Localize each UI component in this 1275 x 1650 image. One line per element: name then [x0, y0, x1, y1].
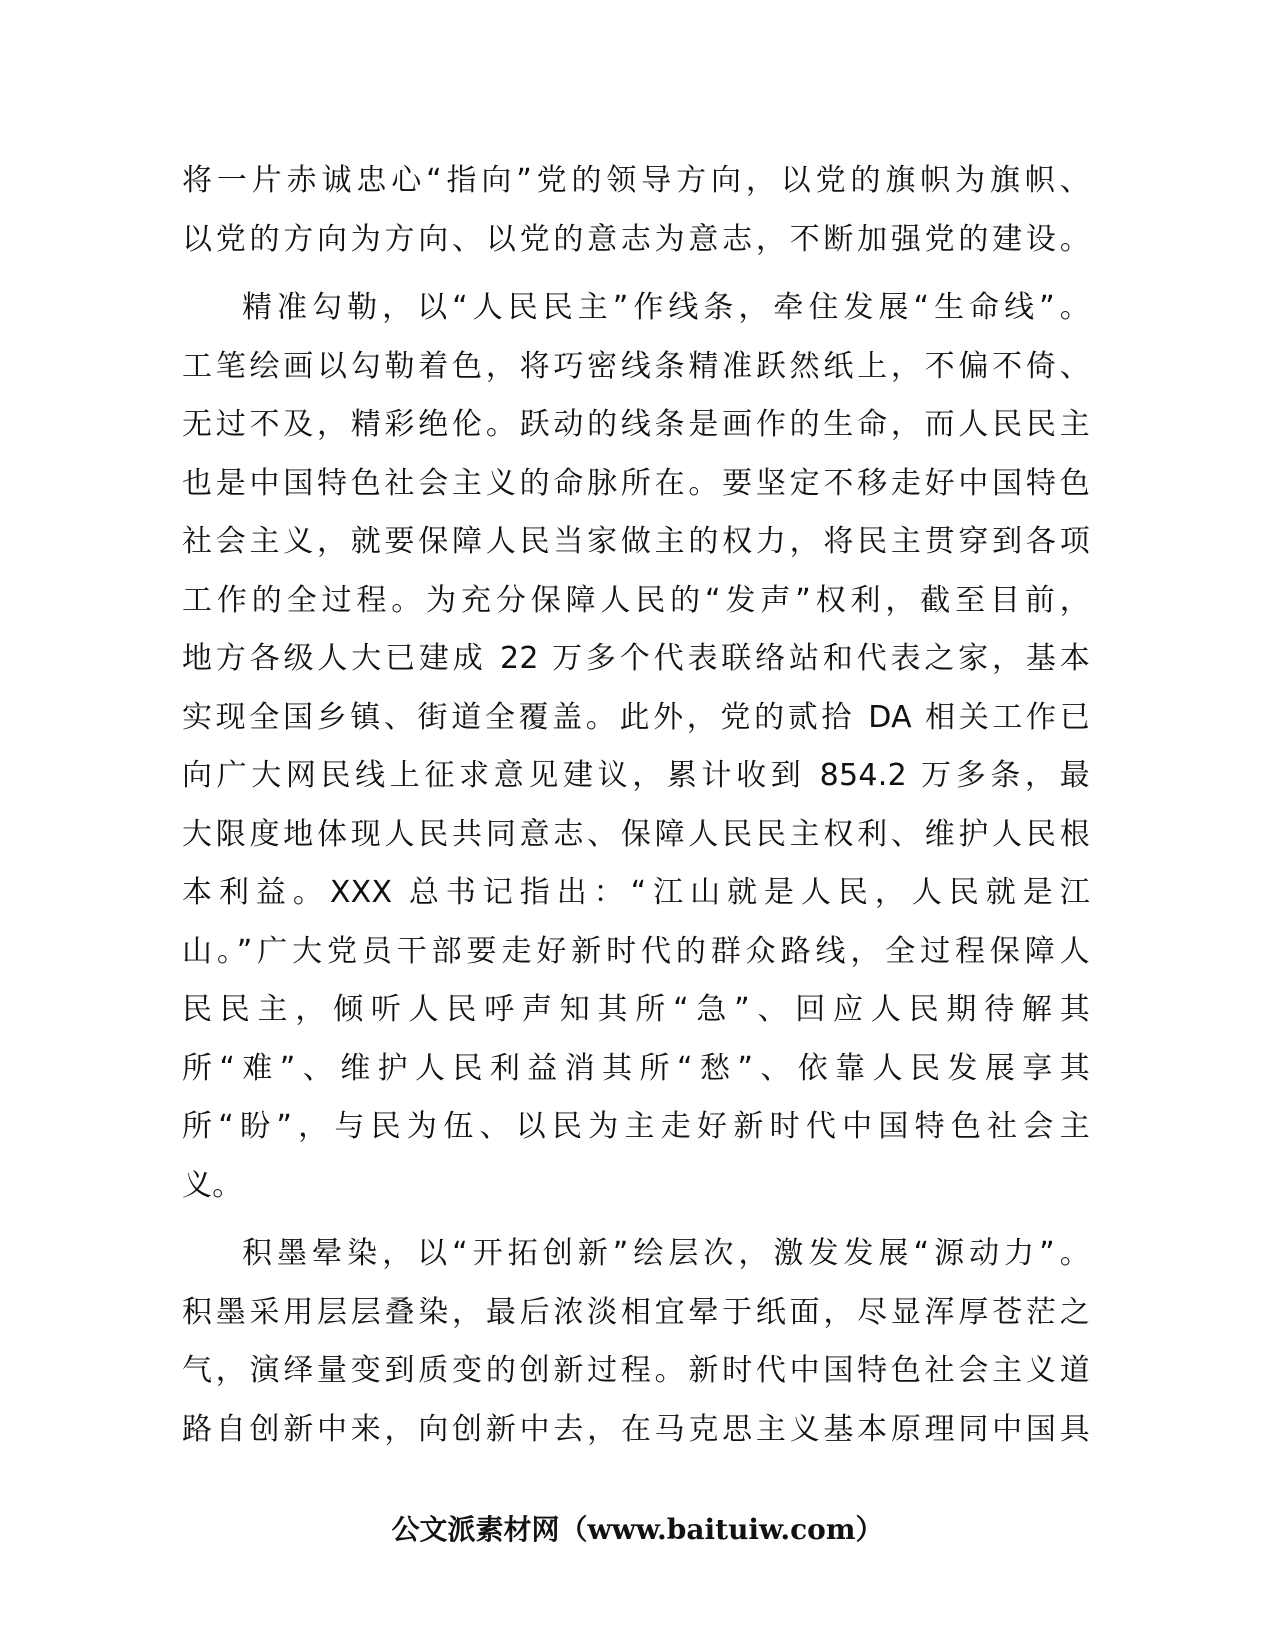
- paragraph-2: [182, 279, 1090, 1215]
- text-line: 也是中国特色社会主义的命脉所在。要坚定不移走好中国特色: [182, 465, 1090, 501]
- page-footer: 公文派素材网（www.baituiw.com）: [391, 1513, 884, 1546]
- text-line: 以党的方向为方向、以党的意志为意志，不断加强党的建设。: [182, 221, 1090, 257]
- paragraph-1: [182, 152, 1090, 269]
- text-line: 向广大网民线上征求意见建议，累计收到 854.2 万多条，最: [182, 758, 1090, 793]
- text-line: 民民主，倾听人民呼声知其所“急”、回应人民期待解其: [182, 992, 1090, 1027]
- text-line: 工笔绘画以勾勒着色，将巧密线条精准跃然纸上，不偏不倚、: [182, 348, 1090, 384]
- text-line: 本利益。XXX 总书记指出：“江山就是人民，人民就是江: [182, 875, 1090, 910]
- paragraph-3: [182, 1225, 1090, 1459]
- document-body: [182, 152, 1090, 1459]
- text-line: 积墨晕染，以“开拓创新”绘层次，激发发展“源动力”。: [242, 1236, 1090, 1271]
- text-line: 社会主义，就要保障人民当家做主的权力，将民主贯穿到各项: [182, 524, 1090, 559]
- text-line: 实现全国乡镇、街道全覆盖。此外，党的贰拾 DA 相关工作已: [182, 699, 1090, 735]
- text-line: 气，演绎量变到质变的创新过程。新时代中国特色社会主义道: [182, 1353, 1090, 1388]
- text-line: 地方各级人大已建成 22 万多个代表联络站和代表之家，基本: [182, 641, 1090, 676]
- text-line: 积墨采用层层叠染，最后浓淡相宜晕于纸面，尽显浑厚苍茫之: [182, 1294, 1090, 1330]
- text-line: 工作的全过程。为充分保障人民的“发声”权利，截至目前，: [182, 582, 1090, 618]
- text-line: 义。: [182, 1167, 243, 1203]
- text-line: 山。”广大党员干部要走好新时代的群众路线，全过程保障人: [182, 933, 1090, 969]
- text-line: 精准勾勒，以“人民民主”作线条，牵住发展“生命线”。: [242, 290, 1090, 325]
- text-line: 大限度地体现人民共同意志、保障人民民主权利、维护人民根: [182, 816, 1090, 852]
- text-line: 所“盼”，与民为伍、以民为主走好新时代中国特色社会主: [182, 1109, 1090, 1144]
- text-line: 将一片赤诚忠心“指向”党的领导方向，以党的旗帜为旗帜、: [182, 163, 1090, 198]
- text-line: 所“难”、维护人民利益消其所“愁”、依靠人民发展享其: [182, 1050, 1090, 1086]
- text-line: 无过不及，精彩绝伦。跃动的线条是画作的生命，而人民民主: [182, 407, 1090, 442]
- text-line: 路自创新中来，向创新中去，在马克思主义基本原理同中国具: [182, 1411, 1090, 1447]
